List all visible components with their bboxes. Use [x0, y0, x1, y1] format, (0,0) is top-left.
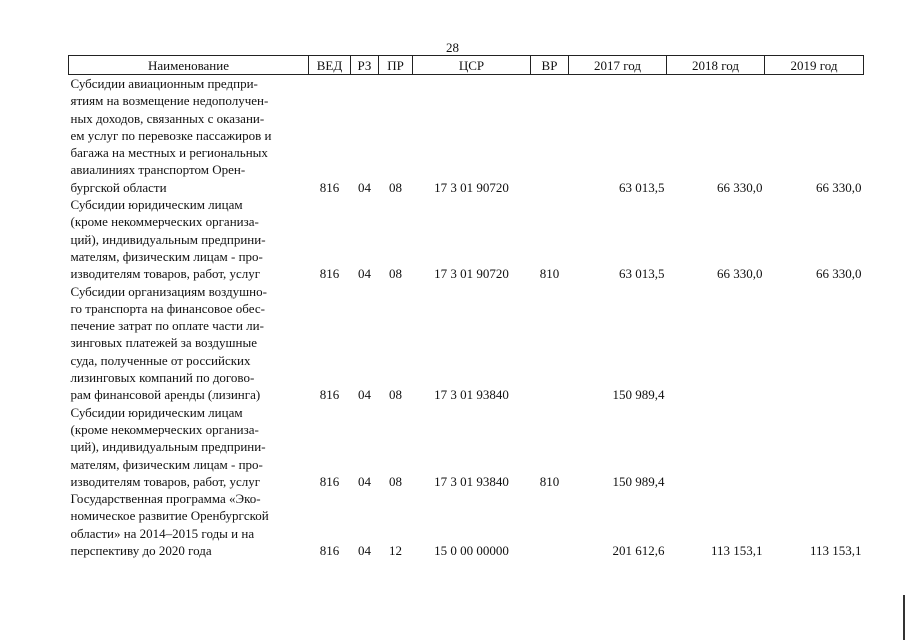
row-vr: 810	[539, 266, 560, 282]
header-2018: 2018 год	[667, 56, 765, 75]
row-2018: 66 330,0	[717, 179, 763, 195]
row-2019	[765, 283, 864, 404]
row-rz: 04	[358, 387, 371, 403]
row-2019	[765, 404, 864, 490]
header-2017: 2017 год	[569, 56, 667, 75]
row-ved: 816	[319, 179, 340, 195]
row-pr: 08	[389, 266, 402, 282]
row-name: Государственная программа «Эко- номическое развитие Оренбургской области» на 2014–2015 годы и на перспективу до 2020 года	[70, 491, 269, 559]
row-2018: 66 330,0	[717, 266, 763, 282]
row-2017: 201 612,6	[612, 543, 665, 559]
page-number: 28	[446, 40, 459, 55]
row-vr	[531, 490, 569, 559]
row-rz: 04	[358, 473, 371, 489]
row-name: Субсидии авиационным предпри- ятиям на возмещение недополучен- ных доходов, связанных с оказани- ем услуг по перевозке пассажиров и багажа на местных и региональных авиалиниях транспортом Орен- бургской области	[70, 76, 272, 195]
row-csr: 15 0 00 00000	[434, 543, 509, 559]
row-pr: 08	[389, 473, 402, 489]
row-2017: 63 013,5	[619, 266, 665, 282]
row-2019: 113 153,1	[809, 543, 862, 559]
row-csr: 17 3 01 90720	[434, 179, 509, 195]
table-row	[69, 404, 864, 490]
table-header-row	[69, 56, 864, 75]
row-2017: 63 013,5	[619, 179, 665, 195]
table-row	[69, 283, 864, 404]
row-2017: 150 989,4	[612, 387, 665, 403]
row-name: Субсидии юридическим лицам (кроме некоммерческих организа- ций), индивидуальным предприни- мателям, физическим лицам - про- изводителям товаров, работ, услуг	[70, 404, 266, 489]
row-pr: 08	[389, 179, 402, 195]
row-vr	[531, 283, 569, 404]
budget-table	[68, 55, 864, 559]
row-rz: 04	[358, 266, 371, 282]
row-2019: 66 330,0	[816, 266, 862, 282]
header-name: Наименование	[69, 56, 309, 75]
row-vr: 810	[539, 473, 560, 489]
row-ved: 816	[319, 543, 340, 559]
row-name: Субсидии юридическим лицам (кроме некоммерческих организа- ций), индивидуальным предприни- мателям, физическим лицам - про- изводителям товаров, работ, услуг	[70, 197, 266, 282]
header-rz: РЗ	[351, 56, 379, 75]
header-vr: ВР	[531, 56, 569, 75]
row-rz: 04	[358, 543, 371, 559]
row-2018: 113 153,1	[710, 543, 763, 559]
row-2018	[667, 404, 765, 490]
row-vr	[531, 75, 569, 197]
header-pr: ПР	[379, 56, 413, 75]
row-ved: 816	[319, 473, 340, 489]
row-2019: 66 330,0	[816, 179, 862, 195]
row-name: Субсидии организациям воздушно- го транспорта на финансовое обес- печение затрат по оплате части ли- зинговых платежей за воздушные суда, полученные от российских лизинговых компаний по догово- рам финансовой аренды (лизинга)	[70, 283, 267, 403]
row-ved: 816	[319, 387, 340, 403]
table-row	[69, 196, 864, 282]
table-row	[69, 75, 864, 197]
row-csr: 17 3 01 93840	[434, 473, 509, 489]
row-pr: 12	[389, 543, 402, 559]
row-2017: 150 989,4	[612, 473, 665, 489]
row-ved: 816	[319, 266, 340, 282]
row-pr: 08	[389, 387, 402, 403]
row-2018	[667, 283, 765, 404]
table-row	[69, 490, 864, 559]
row-csr: 17 3 01 90720	[434, 266, 509, 282]
header-2019: 2019 год	[765, 56, 864, 75]
row-rz: 04	[358, 179, 371, 195]
header-ved: ВЕД	[309, 56, 351, 75]
row-csr: 17 3 01 93840	[434, 387, 509, 403]
header-csr: ЦСР	[413, 56, 531, 75]
